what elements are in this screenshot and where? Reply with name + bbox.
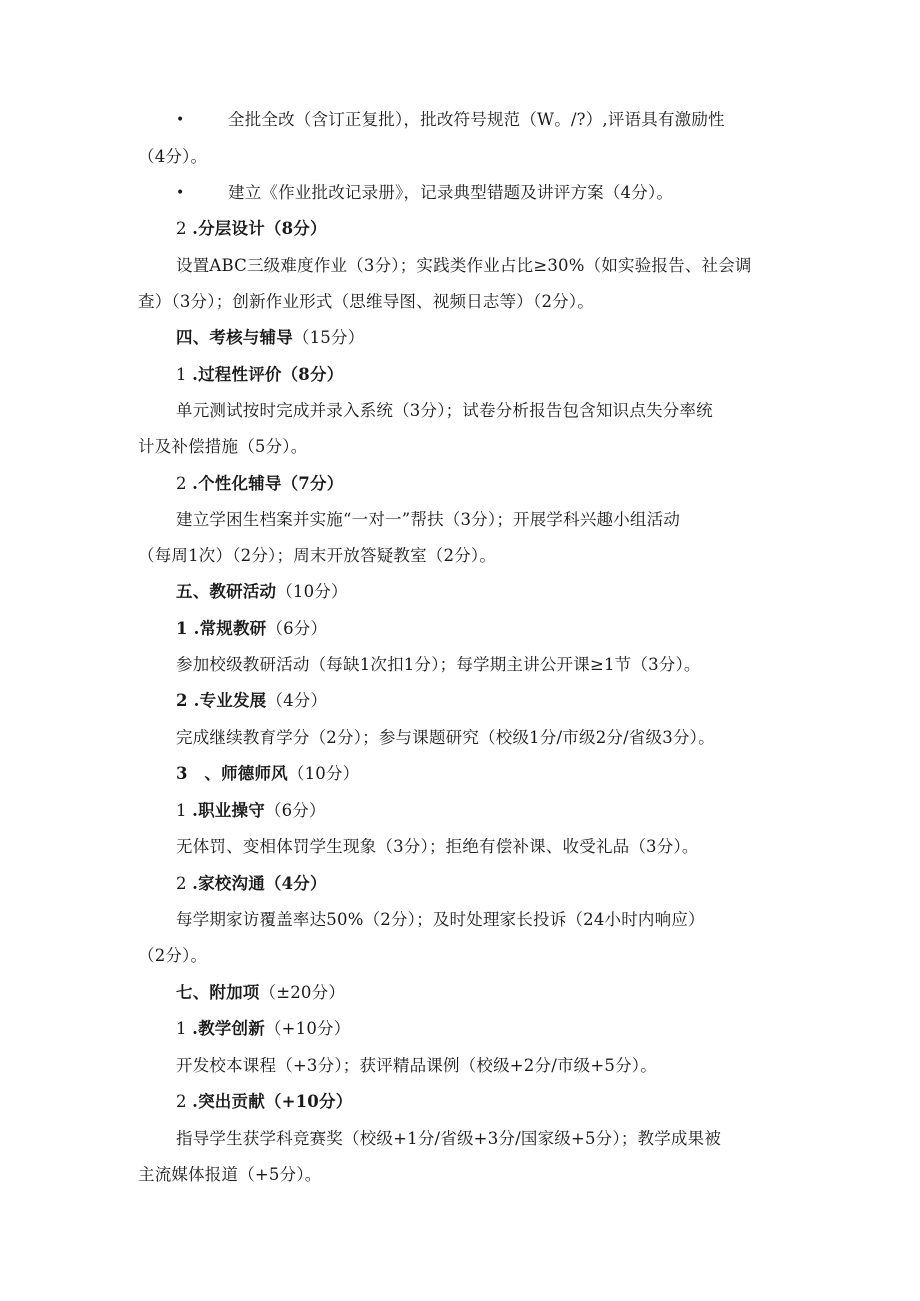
section-heading-gongxian	[176, 1091, 352, 1113]
paragraph-gongxian: 指导学生获学科竞赛奖（校级+1分/省级+3分/国家级+5分）；教学成果被	[176, 1129, 722, 1148]
bullet-2-text: 建立《作业批改记录册》，记录典型错题及讲评方案（4分）。	[228, 183, 674, 202]
section-heading-gexing	[176, 473, 343, 495]
section-score: （4分）	[266, 691, 328, 710]
section-number: 2	[176, 474, 187, 493]
section-heading-jiaxiao	[176, 873, 327, 895]
section-title: .个性化辅导	[192, 474, 282, 493]
section-title: .过程性评价	[192, 365, 282, 384]
section-score: （8分）	[264, 219, 327, 238]
chapter-heading-jiaoyan	[176, 581, 348, 603]
section-score: （7分）	[281, 474, 344, 493]
paragraph-gexing: 建立学困生档案并实施“一对一”帮扶（3分）；开展学科兴趣小组活动	[176, 510, 681, 529]
section-heading-chuangxin	[176, 1018, 350, 1040]
section-score: （6分）	[264, 801, 326, 820]
section-title: .教学创新	[192, 1019, 265, 1038]
chapter-title: 四、考核与辅导	[176, 328, 293, 347]
section-heading-zhuanye	[176, 690, 327, 712]
section-score: （4分）	[264, 874, 327, 893]
section-number: 2	[176, 1092, 187, 1111]
section-score: （8分）	[281, 365, 344, 384]
paragraph-zhuanye: 完成继续教育学分（2分）；参与课题研究（校级1分/市级2分/省级3分）。	[176, 728, 715, 747]
section-title: .职业操守	[192, 801, 265, 820]
section-number: 1	[176, 801, 187, 820]
paragraph-changgui: 参加校级教研活动（每缺1次扣1分）；每学期主讲公开课≥1节（3分）。	[176, 655, 701, 674]
paragraph-gongxian-cont: 主流媒体报道（+5分）。	[138, 1165, 322, 1184]
chapter-title: 七、附加项	[176, 983, 260, 1002]
paragraph-fenceng: 设置ABC三级难度作业（3分）；实践类作业占比≥30%（如实验报告、社会调	[176, 256, 752, 275]
section-heading-zhiye	[176, 800, 326, 822]
section-number: 1	[176, 365, 187, 384]
chapter-score: （±20分）	[259, 983, 346, 1002]
section-heading-fenceng	[176, 218, 327, 240]
chapter-heading-kaohe	[176, 327, 364, 349]
chapter-heading-shide	[176, 763, 359, 785]
bullet-1-text-cont: （4分）。	[138, 147, 208, 166]
section-heading-changgui	[176, 618, 327, 640]
section-title: 2 .专业发展	[176, 691, 267, 710]
bullet-icon: •	[176, 185, 185, 201]
section-title: .突出贡献	[192, 1092, 265, 1111]
paragraph-zhiye: 无体罚、变相体罚学生现象（3分）；拒绝有偿补课、收受礼品（3分）。	[176, 837, 699, 856]
chapter-title: 五、教研活动	[176, 582, 277, 601]
paragraph-guocheng-cont: 计及补偿措施（5分）。	[138, 437, 308, 456]
section-title: .分层设计	[192, 219, 265, 238]
paragraph-jiaxiao-cont: （2分）。	[138, 946, 208, 965]
paragraph-gexing-cont: （每周1次）（2分）；周末开放答疑教室（2分）。	[138, 546, 497, 565]
paragraph-guocheng: 单元测试按时完成并录入系统（3分）；试卷分析报告包含知识点失分率统	[176, 401, 713, 420]
section-score: （6分）	[266, 619, 328, 638]
bullet-icon: •	[176, 112, 185, 128]
section-score: （+10分）	[264, 1019, 351, 1038]
chapter-score: （10分）	[287, 764, 360, 783]
bullet-1-text: 全批全改（含订正复批），批改符号规范（W。/?）,评语具有激励性	[228, 110, 725, 129]
section-number: 2	[176, 874, 187, 893]
chapter-heading-fujia	[176, 982, 345, 1004]
section-heading-guocheng	[176, 364, 343, 386]
chapter-title: 3 、师德师风	[176, 764, 288, 783]
section-number: 1	[176, 1019, 187, 1038]
chapter-score: （15分）	[292, 328, 365, 347]
paragraph-chuangxin: 开发校本课程（+3分）；获评精品课例（校级+2分/市级+5分）。	[176, 1056, 657, 1075]
section-title: .家校沟通	[192, 874, 265, 893]
section-number: 2	[176, 219, 187, 238]
section-score: （+10分）	[264, 1092, 353, 1111]
section-title: 1 .常规教研	[176, 619, 267, 638]
chapter-score: （10分）	[276, 582, 348, 601]
paragraph-fenceng-cont: 查）（3分）；创新作业形式（思维导图、视频日志等）（2分）。	[138, 292, 594, 311]
paragraph-jiaxiao: 每学期家访覆盖率达50%（2分）；及时处理家长投诉（24小时内响应）	[176, 910, 705, 929]
